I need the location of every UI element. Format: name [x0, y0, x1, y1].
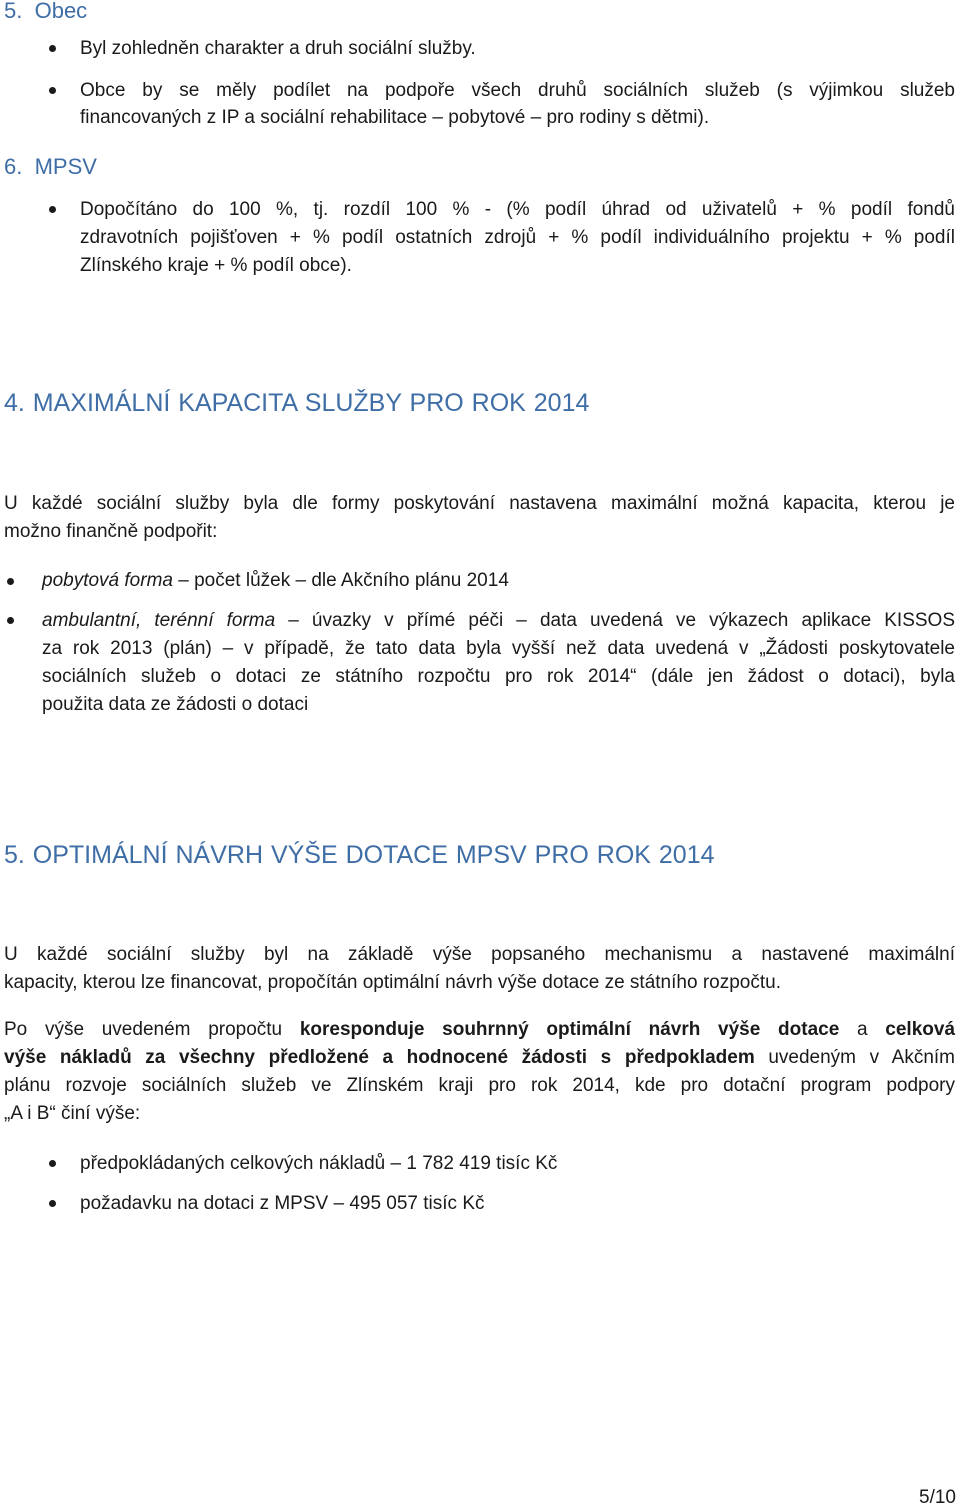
list-item-continuation: použita data ze žádosti o dotaci — [42, 694, 309, 715]
section-6-heading — [4, 154, 97, 180]
section-title: Obec — [34, 0, 88, 23]
list-item-text: – úvazky v přímé péči – data uvedená ve výkazech aplikace KISSOS — [275, 610, 955, 631]
section-number: 6. — [4, 154, 23, 179]
paragraph-line: U každé sociální služby byl na základě výše popsaného mechanismu a nastavené maximální — [4, 944, 955, 965]
chapter-4-heading: 4. MAXIMÁLNÍ KAPACITA SLUŽBY PRO ROK 2014 — [4, 389, 590, 417]
paragraph-line — [4, 1016, 955, 1044]
list-item: předpokládaných celkových nákladů – 1 782 419 tisíc Kč — [80, 1153, 558, 1174]
emphasis-text: výše nákladů za všechny předložené a hodnocené žádosti s předpokladem — [4, 1047, 755, 1068]
bullet-icon — [7, 578, 14, 585]
list-item: Byl zohledněn charakter a druh sociální služby. — [80, 38, 476, 59]
emphasis-text: celková — [885, 1019, 956, 1040]
section-number: 5. — [4, 0, 23, 23]
paragraph-line: kapacity, kterou lze financovat, propočítán optimální návrh výše dotace ze státního rozpočtu. — [4, 972, 781, 993]
list-item-text: – počet lůžek – dle Akčního plánu 2014 — [172, 570, 509, 591]
list-item-continuation: Zlínského kraje + % podíl obce). — [80, 255, 352, 276]
list-item-continuation: zdravotních pojišťoven + % podíl ostatních zdrojů + % podíl individuálního projektu + % podíl — [80, 227, 955, 248]
paragraph-line: možno finančně podpořit: — [4, 521, 218, 542]
list-item — [42, 607, 955, 635]
bullet-icon — [49, 87, 56, 94]
paragraph-text: a — [839, 1019, 886, 1040]
bullet-icon — [49, 1200, 56, 1207]
list-item-continuation: za rok 2013 (plán) – v případě, že tato data byla vyšší než data uvedená v „Žádosti poskytovatele — [42, 638, 955, 659]
paragraph-line: plánu rozvoje sociálních služeb ve Zlínském kraji pro rok 2014, kde pro dotační program podpory — [4, 1075, 955, 1096]
paragraph-text: uvedeným v Akčním — [754, 1047, 955, 1068]
bullet-icon — [49, 206, 56, 213]
form-type-label: ambulantní, terénní forma — [42, 610, 276, 631]
paragraph-text: Po výše uvedeném propočtu — [4, 1019, 300, 1040]
emphasis-text: koresponduje souhrnný optimální návrh výše dotace — [299, 1019, 840, 1040]
page-number: 5/10 — [919, 1487, 956, 1508]
section-title: MPSV — [34, 154, 97, 179]
paragraph-line: U každé sociální služby byla dle formy poskytování nastavena maximální možná kapacita, kterou je — [4, 493, 955, 514]
list-item: Obce by se měly podílet na podpoře všech druhů sociálních služeb (s výjimkou služeb — [80, 80, 955, 101]
list-item: požadavku na dotaci z MPSV – 495 057 tisíc Kč — [80, 1193, 485, 1214]
list-item-continuation: sociálních služeb o dotaci ze státního rozpočtu pro rok 2014“ (dále jen žádost o dotaci), byla — [42, 666, 955, 687]
paragraph-line — [4, 1044, 955, 1072]
paragraph-line: „A i B“ činí výše: — [4, 1103, 141, 1124]
bullet-icon — [49, 45, 56, 52]
bullet-icon — [49, 1160, 56, 1167]
form-type-label: pobytová forma — [42, 570, 173, 591]
list-item-continuation: financovaných z IP a sociální rehabilitace – pobytové – pro rodiny s dětmi). — [80, 107, 710, 128]
list-item: Dopočítáno do 100 %, tj. rozdíl 100 % - (% podíl úhrad od uživatelů + % podíl fondů — [80, 199, 955, 220]
chapter-5-heading: 5. OPTIMÁLNÍ NÁVRH VÝŠE DOTACE MPSV PRO ROK 2014 — [4, 841, 715, 869]
list-item — [42, 567, 509, 595]
bullet-icon — [7, 617, 14, 624]
section-5-heading — [4, 0, 87, 24]
